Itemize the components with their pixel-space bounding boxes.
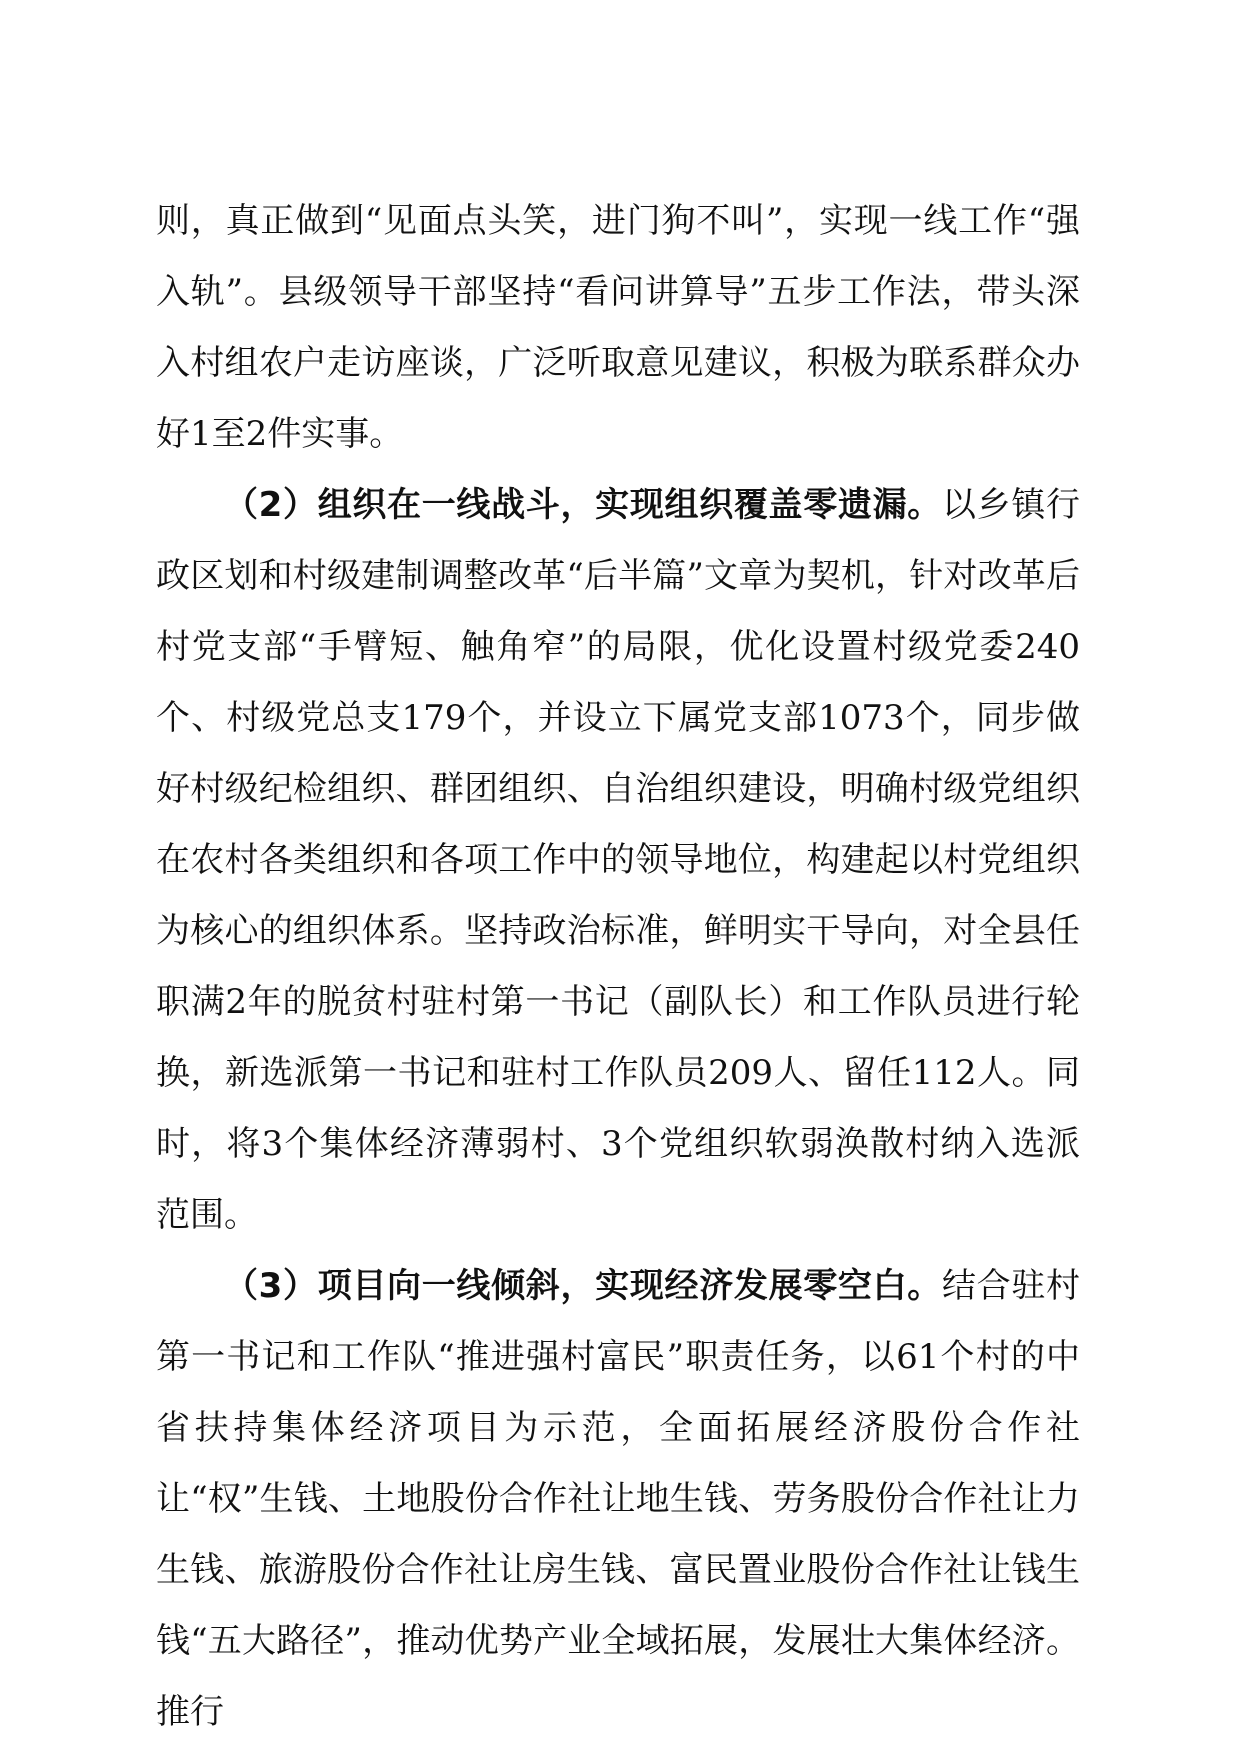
paragraph-1-text: 则，真正做到“见面点头笑，进门狗不叫”，实现一线工作“强入轨”。县级领导干部坚持“看问讲算导”五步工作法，带头深入村组农户走访座谈，广泛听取意见建议，积极为联系群众办好1至2件实事。	[156, 201, 1080, 454]
paragraph-3-text: 结合驻村第一书记和工作队“推进强村富民”职责任务，以61个村的中省扶持集体经济项目为示范，全面拓展经济股份合作社让“权”生钱、土地股份合作社让地生钱、劳务股份合作社让力生钱、旅游股份合作社让房生钱、富民置业股份合作社让钱生钱“五大路径”，推动优势产业全域拓展，发展壮大集体经济。推行	[156, 1266, 1081, 1732]
paragraph-3-heading: （3）项目向一线倾斜，实现经济发展零空白。	[224, 1266, 942, 1306]
document-body	[156, 186, 1080, 1748]
paragraph-2-heading: （2）组织在一线战斗，实现组织覆盖零遗漏。	[224, 485, 942, 525]
paragraph-organization	[156, 470, 1080, 1251]
paragraph-2-text: 以乡镇行政区划和村级建制调整改革“后半篇”文章为契机，针对改革后村党支部“手臂短、触角窄”的局限，优化设置村级党委240个、村级党总支179个，并设立下属党支部1073个，同步做好村级纪检组织、群团组织、自治组织建设，明确村级党组织在农村各类组织和各项工作中的领导地位，构建起以村党组织为核心的组织体系。坚持政治标准，鲜明实干导向，对全县任职满2年的脱贫村驻村第一书记（副队长）和工作队员进行轮换，新选派第一书记和驻村工作队员209人、留任112人。同时，将3个集体经济薄弱村、3个党组织软弱涣散村纳入选派范围。	[156, 485, 1081, 1235]
paragraph-projects	[156, 1251, 1080, 1748]
paragraph-continuation	[156, 186, 1080, 470]
